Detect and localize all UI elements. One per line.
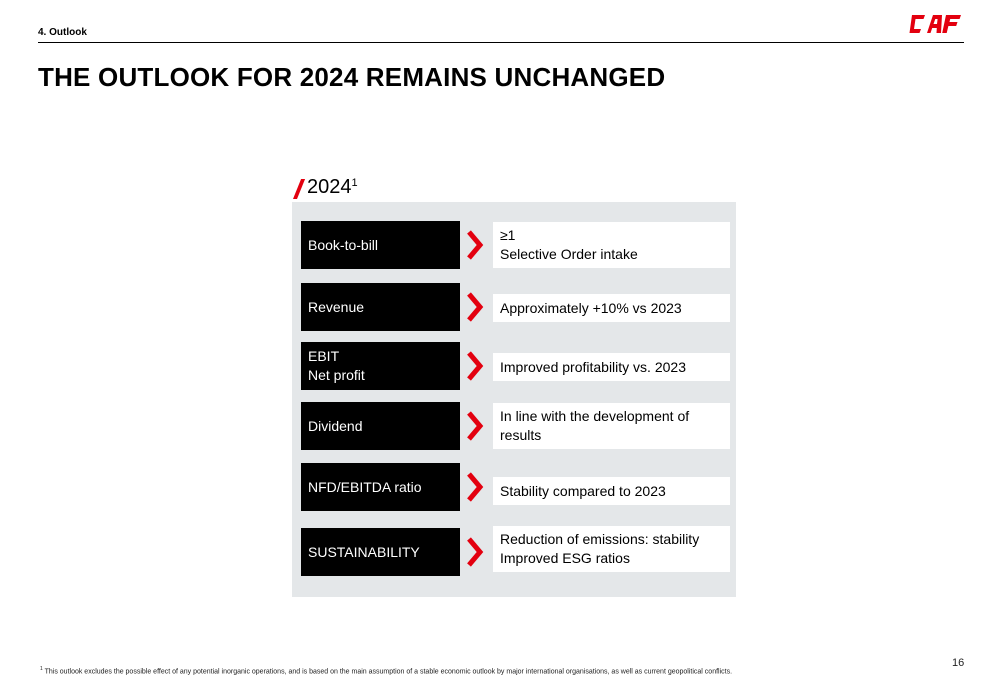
year-footnote-ref: 1 <box>351 177 358 189</box>
chevron-right-icon <box>465 410 485 442</box>
row-value-line: Reduction of emissions: stability <box>500 531 700 547</box>
row-label-line: Book-to-bill <box>308 236 379 253</box>
outlook-row-nfd-ebitda <box>301 463 731 511</box>
footnote <box>40 666 732 675</box>
page-number: 16 <box>952 657 965 669</box>
row-label <box>301 402 460 450</box>
chevron-right-icon <box>465 229 485 261</box>
row-value <box>493 477 730 505</box>
outlook-row-revenue <box>301 283 731 331</box>
row-label-line: SUSTAINABILITY <box>308 543 420 560</box>
row-label-line: EBIT <box>308 348 340 364</box>
row-value-line: Approximately +10% vs 2023 <box>500 299 682 316</box>
year-label <box>307 176 358 199</box>
chevron-right-icon <box>465 471 485 503</box>
chevron-right-icon <box>465 350 485 382</box>
row-value <box>493 353 730 381</box>
outlook-row-ebit <box>301 342 731 390</box>
section-label: 4. Outlook <box>38 27 87 38</box>
row-value <box>493 526 730 572</box>
row-value-line: ≥1 <box>500 227 516 243</box>
row-value <box>493 403 730 449</box>
page-title: THE OUTLOOK FOR 2024 REMAINS UNCHANGED <box>38 62 666 92</box>
row-value-line: results <box>500 427 542 443</box>
chevron-right-icon <box>465 291 485 323</box>
row-label <box>301 221 460 269</box>
outlook-row-sustainability <box>301 528 731 576</box>
row-value-line: Stability compared to 2023 <box>500 482 666 499</box>
row-label-line: Dividend <box>308 417 363 434</box>
outlook-panel <box>292 202 736 597</box>
row-label <box>301 342 460 390</box>
chevron-right-icon <box>465 536 485 568</box>
row-value-line: Improved ESG ratios <box>500 550 630 566</box>
row-label <box>301 463 460 511</box>
row-label <box>301 283 460 331</box>
outlook-row-dividend <box>301 402 731 450</box>
row-label-line: Net profit <box>308 367 365 383</box>
row-value <box>493 222 730 268</box>
year-value: 2024 <box>307 176 352 198</box>
row-label-line: Revenue <box>308 298 365 315</box>
accent-slash <box>293 179 305 199</box>
row-value-line: Improved profitability vs. 2023 <box>500 358 686 375</box>
header-rule <box>38 42 964 43</box>
row-label-line: NFD/EBITDA ratio <box>308 478 422 495</box>
row-value-line: In line with the development of <box>500 408 690 424</box>
row-value-line: Selective Order intake <box>500 246 638 262</box>
row-label <box>301 528 460 576</box>
footnote-marker: 1 <box>40 666 43 672</box>
row-value <box>493 294 730 322</box>
outlook-row-book-to-bill <box>301 221 731 269</box>
footnote-text: This outlook excludes the possible effect of any potential inorganic operations, and is based on the main assumption of a stable economic outlook by major international organisations, as well as current geopolitical conflicts. <box>44 668 733 676</box>
caf-logo <box>908 12 962 36</box>
